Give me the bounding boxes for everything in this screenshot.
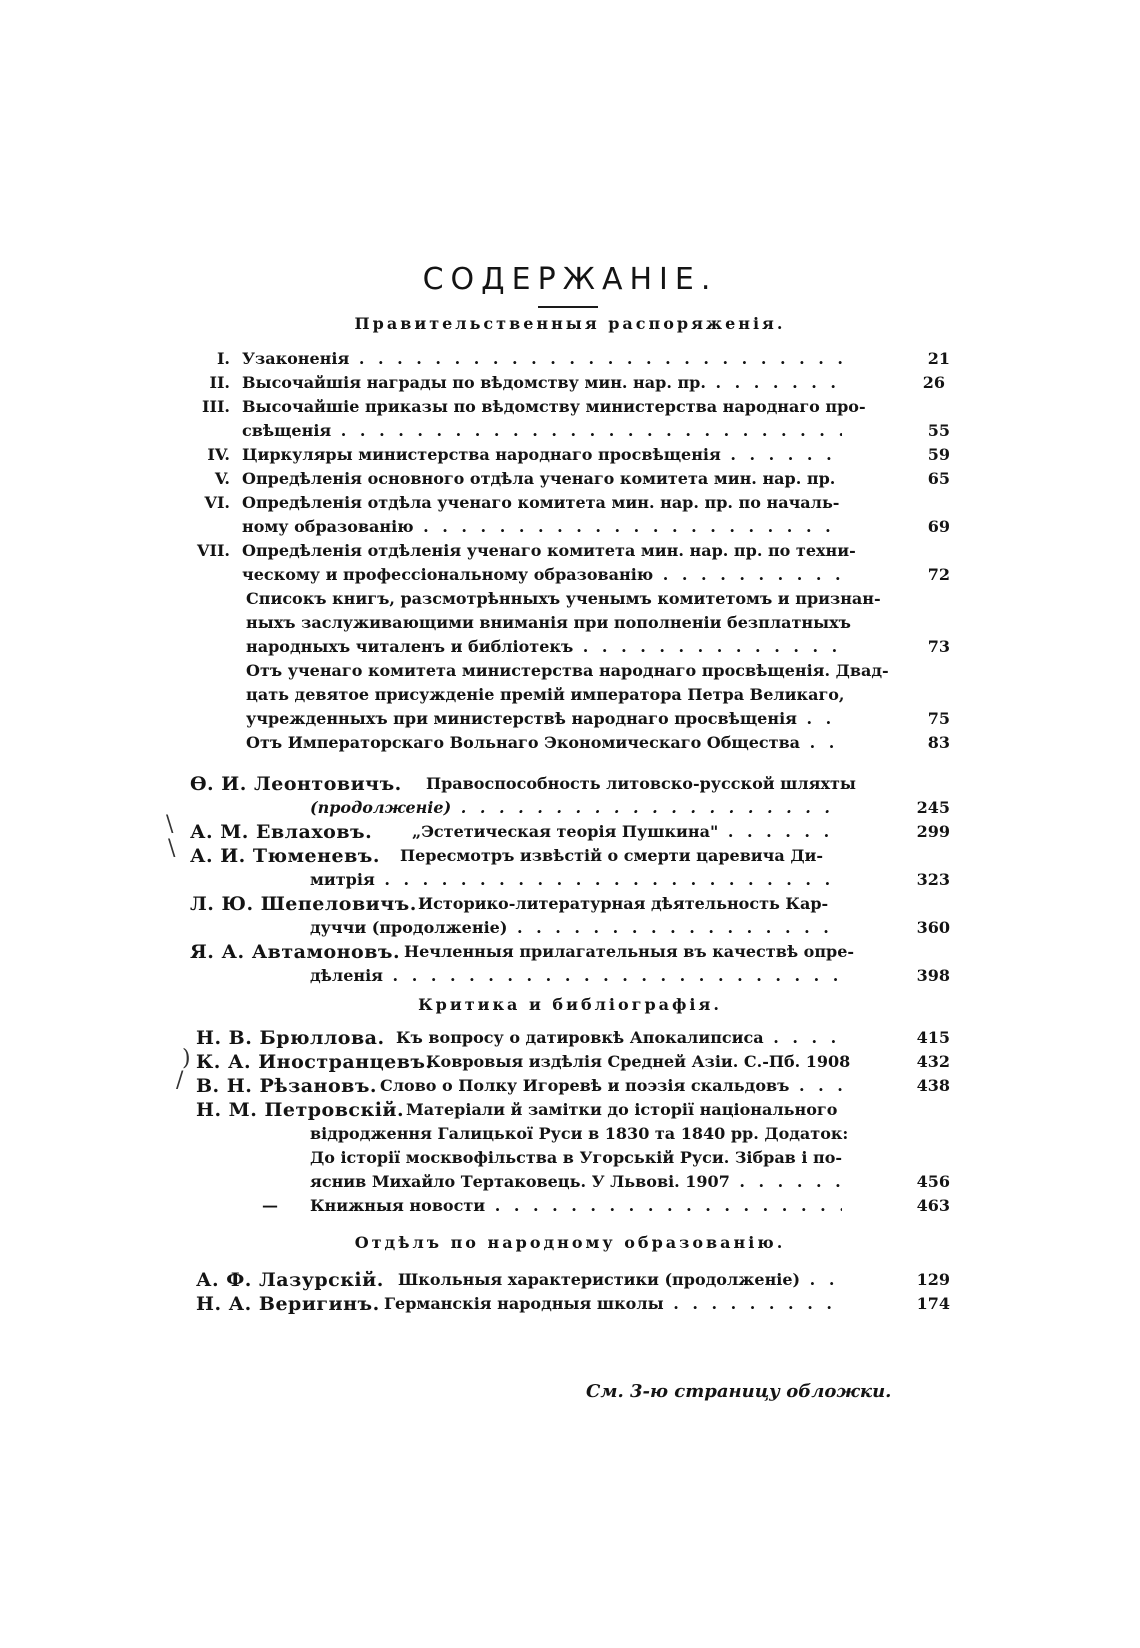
section-heading-public-education: Отдѣлъ по народному образованію. [354, 1233, 786, 1252]
margin-mark: ) [182, 1046, 191, 1071]
page-title: СОДЕРЖАНІЕ. [422, 262, 718, 297]
margin-mark: \ [168, 836, 176, 861]
footer-note: См. 3-ю страницу обложки. [586, 1381, 892, 1402]
section-heading-government-orders: Правительственныя распоряженія. [354, 314, 786, 333]
title-rule [538, 306, 598, 308]
margin-mark: \ [166, 812, 174, 837]
margin-mark: / [176, 1068, 184, 1093]
section-heading-criticism: Критика и библіографія. [418, 995, 722, 1014]
